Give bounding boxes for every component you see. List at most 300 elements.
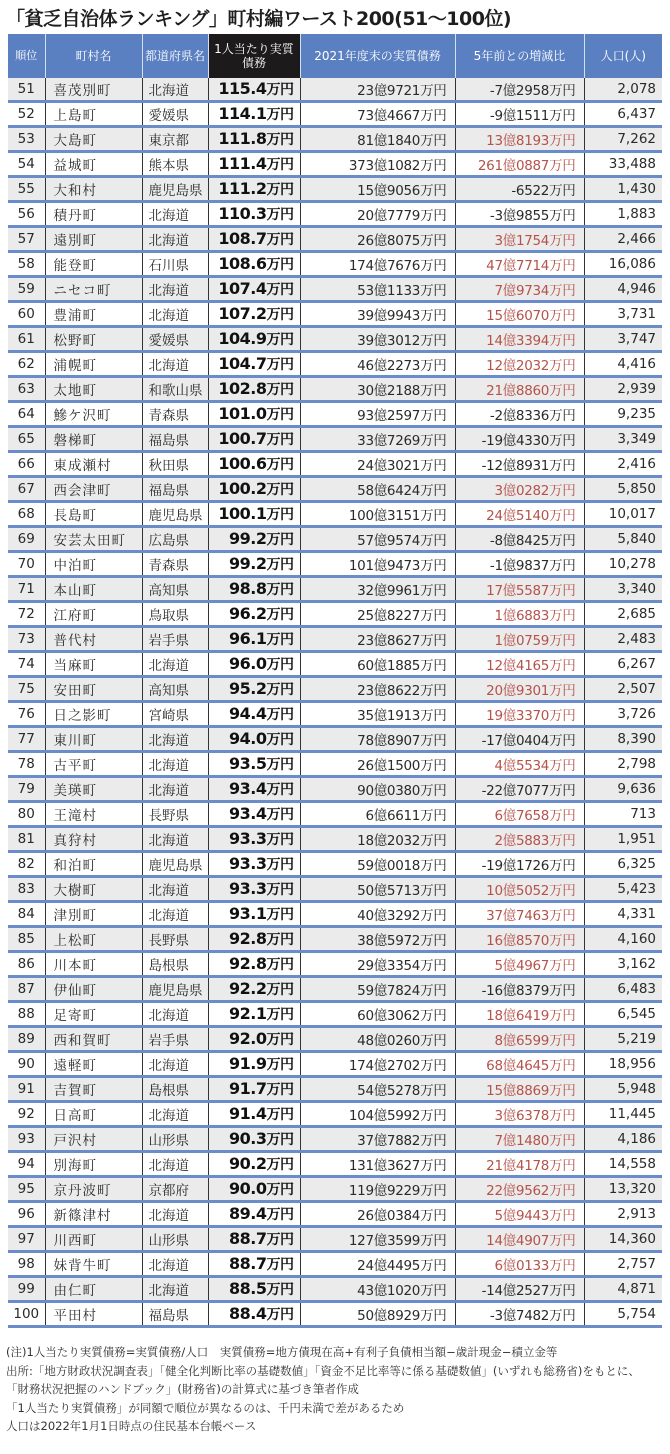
unit-label: 万円 [266, 607, 294, 623]
debt-2021-cell: 23億9721万円 [300, 78, 455, 102]
table-row [8, 552, 662, 577]
per-capita-debt-cell [208, 727, 300, 752]
change-5y-cell: -16億8379万円 [455, 977, 584, 1002]
population-cell: 2,416 [584, 452, 662, 477]
town-name-cell: 東川町 [45, 727, 142, 752]
rank-cell: 70 [8, 552, 45, 577]
population-cell: 6,437 [584, 102, 662, 127]
rank-cell: 72 [8, 602, 45, 627]
unit-label: 万円 [266, 182, 294, 198]
unit-label: 万円 [266, 732, 294, 748]
table-row [8, 1202, 662, 1227]
debt-2021-cell: 35億1913万円 [300, 702, 455, 727]
change-5y-cell: 4億5534万円 [455, 752, 584, 777]
prefecture-cell: 高知県 [142, 677, 208, 702]
debt-2021-cell: 15億9056万円 [300, 177, 455, 202]
per-capita-value: 92.0 [229, 1029, 267, 1048]
debt-2021-cell: 20億7779万円 [300, 202, 455, 227]
per-capita-debt-cell [208, 1002, 300, 1027]
debt-2021-cell: 40億3292万円 [300, 902, 455, 927]
town-name-cell: 西会津町 [45, 477, 142, 502]
unit-label: 万円 [266, 432, 294, 448]
debt-2021-cell: 73億4667万円 [300, 102, 455, 127]
per-capita-value: 94.0 [229, 729, 267, 748]
population-cell: 2,939 [584, 377, 662, 402]
rank-cell: 88 [8, 1002, 45, 1027]
per-capita-value: 92.8 [229, 954, 267, 973]
town-name-cell: 大和村 [45, 177, 142, 202]
table-row [8, 802, 662, 827]
prefecture-cell: 北海道 [142, 752, 208, 777]
table-row [8, 1027, 662, 1052]
per-capita-debt-cell [208, 78, 300, 102]
per-capita-value: 100.1 [218, 504, 267, 523]
unit-label: 万円 [266, 1282, 294, 1298]
unit-label: 万円 [266, 1007, 294, 1023]
rank-cell: 79 [8, 777, 45, 802]
per-capita-value: 104.9 [218, 329, 267, 348]
rank-cell: 80 [8, 802, 45, 827]
per-capita-debt-cell [208, 1277, 300, 1302]
per-capita-debt-cell [208, 877, 300, 902]
change-5y-cell: 22億9562万円 [455, 1177, 584, 1202]
per-capita-debt-cell [208, 577, 300, 602]
debt-2021-cell: 18億2032万円 [300, 827, 455, 852]
population-cell: 14,558 [584, 1152, 662, 1177]
debt-2021-cell: 131億3627万円 [300, 1152, 455, 1177]
footnotes [6, 1343, 640, 1436]
change-5y-cell: 1億6883万円 [455, 602, 584, 627]
town-name-cell: 津別町 [45, 902, 142, 927]
unit-label: 万円 [266, 707, 294, 723]
unit-label: 万円 [266, 982, 294, 998]
per-capita-value: 91.4 [229, 1104, 267, 1123]
rank-cell: 86 [8, 952, 45, 977]
per-capita-debt-cell [208, 1052, 300, 1077]
per-capita-value: 95.2 [229, 679, 267, 698]
table-row [8, 877, 662, 902]
change-5y-cell: 14億4907万円 [455, 1227, 584, 1252]
change-5y-cell: 1億0759万円 [455, 627, 584, 652]
per-capita-debt-cell [208, 1102, 300, 1127]
prefecture-cell: 北海道 [142, 827, 208, 852]
debt-2021-cell: 39億9943万円 [300, 302, 455, 327]
prefecture-cell: 北海道 [142, 902, 208, 927]
table-row [8, 1127, 662, 1152]
per-capita-debt-cell [208, 302, 300, 327]
table-body [8, 78, 662, 1327]
prefecture-cell: 北海道 [142, 78, 208, 102]
debt-2021-cell: 38億5972万円 [300, 927, 455, 952]
change-5y-cell: 8億6599万円 [455, 1027, 584, 1052]
town-name-cell: 西和賀町 [45, 1027, 142, 1052]
unit-label: 万円 [266, 382, 294, 398]
population-cell: 2,507 [584, 677, 662, 702]
per-capita-debt-cell [208, 277, 300, 302]
town-name-cell: 能登町 [45, 252, 142, 277]
header-debt-2021: 2021年度末の実質債務 [300, 34, 455, 78]
town-name-cell: 松野町 [45, 327, 142, 352]
per-capita-value: 115.4 [218, 79, 267, 98]
per-capita-value: 100.7 [218, 429, 267, 448]
debt-2021-cell: 24億3021万円 [300, 452, 455, 477]
change-5y-cell: 5億4967万円 [455, 952, 584, 977]
rank-cell: 77 [8, 727, 45, 752]
rank-cell: 76 [8, 702, 45, 727]
unit-label: 万円 [266, 1307, 294, 1323]
per-capita-debt-cell [208, 477, 300, 502]
debt-2021-cell: 50億5713万円 [300, 877, 455, 902]
debt-2021-cell: 93億2597万円 [300, 402, 455, 427]
change-5y-cell: 21億8860万円 [455, 377, 584, 402]
rank-cell: 90 [8, 1052, 45, 1077]
debt-2021-cell: 59億7824万円 [300, 977, 455, 1002]
debt-2021-cell: 60億3062万円 [300, 1002, 455, 1027]
town-name-cell: 戸沢村 [45, 1127, 142, 1152]
per-capita-value: 96.1 [229, 629, 267, 648]
town-name-cell: 和泊町 [45, 852, 142, 877]
per-capita-debt-cell [208, 427, 300, 452]
prefecture-cell: 北海道 [142, 352, 208, 377]
prefecture-cell: 北海道 [142, 1152, 208, 1177]
per-capita-value: 93.4 [229, 779, 267, 798]
town-name-cell: 由仁町 [45, 1277, 142, 1302]
per-capita-debt-cell [208, 402, 300, 427]
rank-cell: 93 [8, 1127, 45, 1152]
rank-cell: 51 [8, 78, 45, 102]
table-row [8, 852, 662, 877]
unit-label: 万円 [266, 82, 294, 98]
change-5y-cell: 18億6419万円 [455, 1002, 584, 1027]
per-capita-debt-cell [208, 552, 300, 577]
population-cell: 10,278 [584, 552, 662, 577]
debt-2021-cell: 30億2188万円 [300, 377, 455, 402]
change-5y-cell: 47億7714万円 [455, 252, 584, 277]
table-row [8, 352, 662, 377]
prefecture-cell: 愛媛県 [142, 102, 208, 127]
prefecture-cell: 京都府 [142, 1177, 208, 1202]
change-5y-cell: 20億9301万円 [455, 677, 584, 702]
rank-cell: 97 [8, 1227, 45, 1252]
debt-2021-cell: 26億0384万円 [300, 1202, 455, 1227]
per-capita-value: 88.5 [229, 1279, 267, 1298]
per-capita-debt-cell [208, 627, 300, 652]
per-capita-value: 88.7 [229, 1254, 267, 1273]
rank-cell: 98 [8, 1252, 45, 1277]
unit-label: 万円 [266, 1207, 294, 1223]
prefecture-cell: 北海道 [142, 652, 208, 677]
change-5y-cell: -17億0404万円 [455, 727, 584, 752]
per-capita-value: 89.4 [229, 1204, 267, 1223]
prefecture-cell: 秋田県 [142, 452, 208, 477]
prefecture-cell: 熊本県 [142, 152, 208, 177]
debt-2021-cell: 50億8929万円 [300, 1302, 455, 1327]
per-capita-debt-cell [208, 802, 300, 827]
table-row [8, 677, 662, 702]
town-name-cell: 美瑛町 [45, 777, 142, 802]
rank-cell: 55 [8, 177, 45, 202]
per-capita-debt-cell [208, 1077, 300, 1102]
town-name-cell: 真狩村 [45, 827, 142, 852]
per-capita-debt-cell [208, 252, 300, 277]
prefecture-cell: 愛媛県 [142, 327, 208, 352]
town-name-cell: 日之影町 [45, 702, 142, 727]
header-change-5y: 5年前との増減比 [455, 34, 584, 78]
change-5y-cell: -14億2527万円 [455, 1277, 584, 1302]
per-capita-debt-cell [208, 652, 300, 677]
town-name-cell: 平田村 [45, 1302, 142, 1327]
population-cell: 13,320 [584, 1177, 662, 1202]
per-capita-debt-cell [208, 702, 300, 727]
debt-2021-cell: 174億7676万円 [300, 252, 455, 277]
population-cell: 6,545 [584, 1002, 662, 1027]
change-5y-cell: 13億8193万円 [455, 127, 584, 152]
table-row [8, 727, 662, 752]
header-rank: 順位 [8, 34, 45, 78]
unit-label: 万円 [266, 1082, 294, 1098]
change-5y-cell: 17億5587万円 [455, 577, 584, 602]
table-row [8, 452, 662, 477]
prefecture-cell: 北海道 [142, 727, 208, 752]
prefecture-cell: 北海道 [142, 1252, 208, 1277]
unit-label: 万円 [266, 1232, 294, 1248]
unit-label: 万円 [266, 1157, 294, 1173]
population-cell: 3,731 [584, 302, 662, 327]
prefecture-cell: 山形県 [142, 1127, 208, 1152]
ranking-table [8, 34, 662, 1328]
change-5y-cell: -9億1511万円 [455, 102, 584, 127]
town-name-cell: 太地町 [45, 377, 142, 402]
per-capita-value: 108.6 [218, 254, 267, 273]
population-cell: 16,086 [584, 252, 662, 277]
change-5y-cell: 3億1754万円 [455, 227, 584, 252]
debt-2021-cell: 24億4495万円 [300, 1252, 455, 1277]
population-cell: 4,331 [584, 902, 662, 927]
debt-2021-cell: 29億3354万円 [300, 952, 455, 977]
per-capita-value: 102.8 [218, 379, 267, 398]
prefecture-cell: 宮崎県 [142, 702, 208, 727]
per-capita-value: 88.4 [229, 1304, 267, 1323]
prefecture-cell: 東京都 [142, 127, 208, 152]
rank-cell: 73 [8, 627, 45, 652]
change-5y-cell: 7億9734万円 [455, 277, 584, 302]
town-name-cell: 安田町 [45, 677, 142, 702]
prefecture-cell: 岩手県 [142, 1027, 208, 1052]
table-row [8, 777, 662, 802]
note-line: (注)1人当たり実質債務=実質債務/人口 実質債務=地方債現在高+有利子負債相当額−歳計現金−積立金等 [6, 1345, 558, 1359]
debt-2021-cell: 53億1133万円 [300, 277, 455, 302]
change-5y-cell: -3億7482万円 [455, 1302, 584, 1327]
debt-2021-cell: 32億9961万円 [300, 577, 455, 602]
town-name-cell: 磐梯町 [45, 427, 142, 452]
prefecture-cell: 北海道 [142, 227, 208, 252]
unit-label: 万円 [266, 132, 294, 148]
rank-cell: 74 [8, 652, 45, 677]
debt-2021-cell: 6億6611万円 [300, 802, 455, 827]
prefecture-cell: 長野県 [142, 802, 208, 827]
rank-cell: 91 [8, 1077, 45, 1102]
prefecture-cell: 北海道 [142, 777, 208, 802]
table-row [8, 1077, 662, 1102]
rank-cell: 82 [8, 852, 45, 877]
table-row [8, 627, 662, 652]
per-capita-debt-cell [208, 1302, 300, 1327]
debt-2021-cell: 33億7269万円 [300, 427, 455, 452]
table-row [8, 377, 662, 402]
table-row [8, 327, 662, 352]
unit-label: 万円 [266, 357, 294, 373]
per-capita-debt-cell [208, 752, 300, 777]
rank-cell: 64 [8, 402, 45, 427]
header-population: 人口(人) [584, 34, 662, 78]
prefecture-cell: 北海道 [142, 1102, 208, 1127]
town-name-cell: 伊仙町 [45, 977, 142, 1002]
town-name-cell: 川本町 [45, 952, 142, 977]
change-5y-cell: 3億6378万円 [455, 1102, 584, 1127]
table-row [8, 1152, 662, 1177]
prefecture-cell: 北海道 [142, 1202, 208, 1227]
per-capita-debt-cell [208, 202, 300, 227]
per-capita-value: 92.1 [229, 1004, 267, 1023]
population-cell: 3,747 [584, 327, 662, 352]
table-row [8, 827, 662, 852]
per-capita-debt-cell [208, 952, 300, 977]
per-capita-debt-cell [208, 102, 300, 127]
debt-2021-cell: 127億3599万円 [300, 1227, 455, 1252]
rank-cell: 65 [8, 427, 45, 452]
table-row [8, 1277, 662, 1302]
rank-cell: 60 [8, 302, 45, 327]
population-cell: 2,913 [584, 1202, 662, 1227]
population-cell: 8,390 [584, 727, 662, 752]
rank-cell: 84 [8, 902, 45, 927]
table-row [8, 177, 662, 202]
change-5y-cell: 15億8869万円 [455, 1077, 584, 1102]
note-line: 「1人当たり実質債務」が同額で順位が異なるのは、千円未満で差があるため [6, 1400, 405, 1415]
table-row [8, 902, 662, 927]
prefecture-cell: 山形県 [142, 1227, 208, 1252]
population-cell: 4,946 [584, 277, 662, 302]
per-capita-value: 110.3 [218, 204, 267, 223]
unit-label: 万円 [266, 657, 294, 673]
per-capita-debt-cell [208, 902, 300, 927]
debt-2021-cell: 373億1082万円 [300, 152, 455, 177]
rank-cell: 62 [8, 352, 45, 377]
town-name-cell: 益城町 [45, 152, 142, 177]
town-name-cell: 遠別町 [45, 227, 142, 252]
table-row [8, 302, 662, 327]
table-row [8, 952, 662, 977]
per-capita-debt-cell [208, 852, 300, 877]
table-row [8, 202, 662, 227]
per-capita-debt-cell [208, 377, 300, 402]
rank-cell: 63 [8, 377, 45, 402]
table-row [8, 252, 662, 277]
change-5y-cell: -3億9855万円 [455, 202, 584, 227]
population-cell: 3,340 [584, 577, 662, 602]
note-line: 「財務状況把握のハンドブック」(財務省)の計算式に基づき筆者作成 [6, 1382, 359, 1396]
change-5y-cell: 12億4165万円 [455, 652, 584, 677]
change-5y-cell: -19億4330万円 [455, 427, 584, 452]
population-cell: 9,636 [584, 777, 662, 802]
debt-2021-cell: 101億9473万円 [300, 552, 455, 577]
per-capita-debt-cell [208, 502, 300, 527]
debt-2021-cell: 60億1885万円 [300, 652, 455, 677]
prefecture-cell: 福島県 [142, 427, 208, 452]
prefecture-cell: 鹿児島県 [142, 977, 208, 1002]
change-5y-cell: -1億9837万円 [455, 552, 584, 577]
debt-2021-cell: 25億8227万円 [300, 602, 455, 627]
unit-label: 万円 [266, 782, 294, 798]
rank-cell: 67 [8, 477, 45, 502]
change-5y-cell: -8億8425万円 [455, 527, 584, 552]
change-5y-cell: -7億2958万円 [455, 78, 584, 102]
rank-cell: 58 [8, 252, 45, 277]
change-5y-cell: 10億5052万円 [455, 877, 584, 902]
town-name-cell: 大樹町 [45, 877, 142, 902]
debt-2021-cell: 58億6424万円 [300, 477, 455, 502]
unit-label: 万円 [266, 107, 294, 123]
prefecture-cell: 島根県 [142, 952, 208, 977]
per-capita-value: 111.8 [218, 129, 267, 148]
per-capita-debt-cell [208, 227, 300, 252]
per-capita-value: 107.2 [218, 304, 267, 323]
table-row [8, 752, 662, 777]
unit-label: 万円 [266, 857, 294, 873]
population-cell: 2,466 [584, 227, 662, 252]
rank-cell: 92 [8, 1102, 45, 1127]
population-cell: 6,325 [584, 852, 662, 877]
change-5y-cell: -12億8931万円 [455, 452, 584, 477]
debt-2021-cell: 23億8622万円 [300, 677, 455, 702]
unit-label: 万円 [266, 532, 294, 548]
per-capita-value: 90.3 [229, 1129, 267, 1148]
rank-cell: 59 [8, 277, 45, 302]
table-row [8, 1052, 662, 1077]
population-cell: 5,754 [584, 1302, 662, 1327]
change-5y-cell: 14億3394万円 [455, 327, 584, 352]
unit-label: 万円 [266, 557, 294, 573]
population-cell: 2,483 [584, 627, 662, 652]
change-5y-cell: 7億1480万円 [455, 1127, 584, 1152]
per-capita-value: 93.3 [229, 879, 267, 898]
per-capita-value: 92.8 [229, 929, 267, 948]
per-capita-value: 104.7 [218, 354, 267, 373]
rank-cell: 53 [8, 127, 45, 152]
unit-label: 万円 [266, 907, 294, 923]
rank-cell: 71 [8, 577, 45, 602]
prefecture-cell: 岩手県 [142, 627, 208, 652]
change-5y-cell: 12億2032万円 [455, 352, 584, 377]
population-cell: 2,078 [584, 78, 662, 102]
table-row [8, 477, 662, 502]
prefecture-cell: 北海道 [142, 1002, 208, 1027]
per-capita-value: 107.4 [218, 279, 267, 298]
rank-cell: 66 [8, 452, 45, 477]
prefecture-cell: 鳥取県 [142, 602, 208, 627]
population-cell: 33,488 [584, 152, 662, 177]
town-name-cell: 本山町 [45, 577, 142, 602]
table-row [8, 977, 662, 1002]
change-5y-cell: 3億0282万円 [455, 477, 584, 502]
population-cell: 713 [584, 802, 662, 827]
population-cell: 5,219 [584, 1027, 662, 1052]
table-row [8, 127, 662, 152]
rank-cell: 83 [8, 877, 45, 902]
population-cell: 1,430 [584, 177, 662, 202]
unit-label: 万円 [266, 832, 294, 848]
rank-cell: 75 [8, 677, 45, 702]
